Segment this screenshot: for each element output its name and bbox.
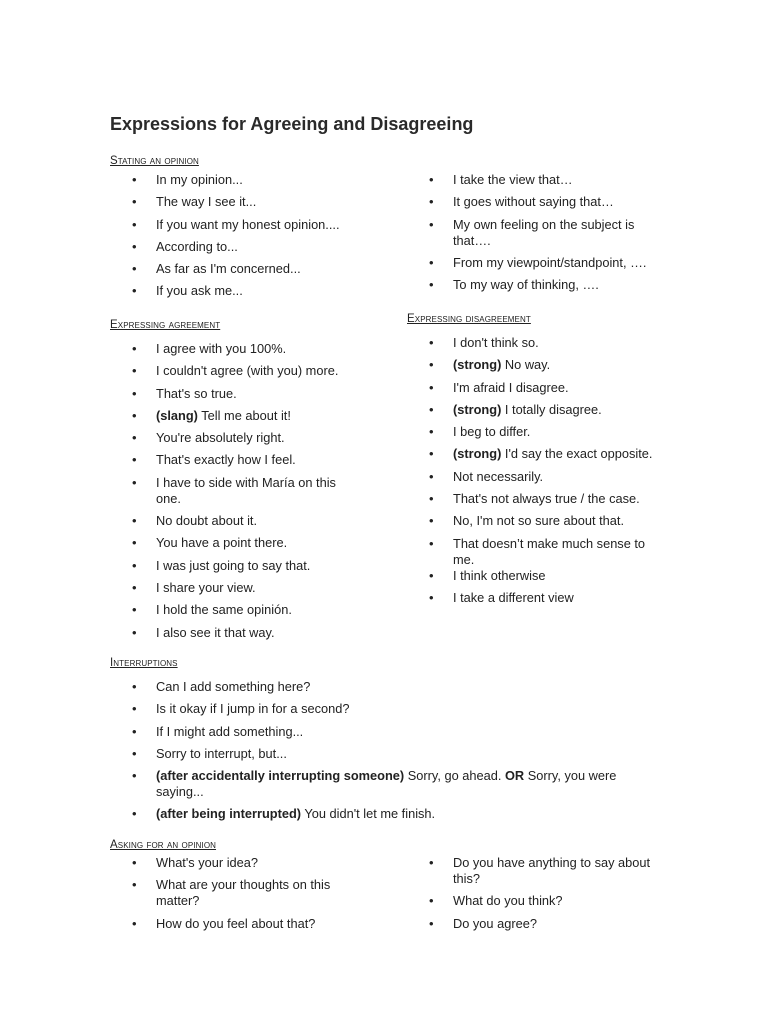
list-item: • (slang) Tell me about it! [110, 408, 350, 424]
list-item: • What's your idea? [110, 855, 360, 871]
list-item: • I agree with you 100%. [110, 341, 350, 357]
list-item: • I have to side with María on this one. [110, 475, 350, 507]
list-item: • (strong) I totally disagree. [407, 402, 662, 418]
list-item: • I beg to differ. [407, 424, 662, 440]
list-item: • As far as I'm concerned... [110, 261, 410, 277]
list-item: • That's so true. [110, 386, 350, 402]
list-item: • (strong) No way. [407, 357, 662, 373]
heading-asking-opinion: Asking for an opinion [110, 839, 217, 851]
list-item: • I hold the same opinión. [110, 602, 350, 618]
list-item: • What are your thoughts on this matter? [110, 877, 360, 909]
list-item: • From my viewpoint/standpoint, …. [407, 255, 657, 271]
list-item: • You're absolutely right. [110, 430, 350, 446]
list-item: • I'm afraid I disagree. [407, 380, 662, 396]
list-item: • Is it okay if I jump in for a second? [110, 701, 630, 717]
list-item: • How do you feel about that? [110, 916, 360, 932]
list-item: • To my way of thinking, …. [407, 277, 657, 293]
list-item: • I take the view that… [407, 172, 657, 188]
list-item: • If you ask me... [110, 283, 410, 299]
list-asking-col2 [407, 855, 662, 938]
list-item: • I share your view. [110, 580, 350, 596]
list-item: • If I might add something... [110, 724, 630, 740]
list-item: • That doesn’t make much sense to me. [407, 536, 662, 568]
heading-expressing-agreement: Expressing agreement [110, 319, 221, 331]
list-item: • I couldn't agree (with you) more. [110, 363, 350, 379]
list-agreement [110, 341, 350, 647]
list-item: • (after accidentally interrupting someone) Sorry, go ahead. OR Sorry, you were saying... [110, 768, 630, 800]
list-item: • No doubt about it. [110, 513, 350, 529]
list-item: • If you want my honest opinion.... [110, 217, 410, 233]
list-item: • In my opinion... [110, 172, 410, 188]
list-item: • I don't think so. [407, 335, 662, 351]
heading-stating-opinion: Stating an opinion [110, 155, 199, 167]
list-item: • (strong) I'd say the exact opposite. [407, 446, 662, 462]
list-item: • Do you agree? [407, 916, 662, 932]
list-disagreement [407, 335, 662, 613]
list-interruptions [110, 679, 630, 829]
list-asking-col1 [110, 855, 360, 938]
list-item: • (after being interrupted) You didn't let me finish. [110, 806, 630, 822]
list-stating-col1 [110, 172, 410, 306]
heading-expressing-disagreement: Expressing disagreement [407, 313, 531, 325]
heading-interruptions: Interruptions [110, 657, 178, 669]
list-item: • According to... [110, 239, 410, 255]
list-item: • I take a different view [407, 590, 662, 606]
list-item: • No, I'm not so sure about that. [407, 513, 662, 529]
list-item: • It goes without saying that… [407, 194, 657, 210]
list-item: • That's exactly how I feel. [110, 452, 350, 468]
list-item: • My own feeling on the subject is that…. [407, 217, 657, 249]
list-item: • Not necessarily. [407, 469, 662, 485]
list-item: • You have a point there. [110, 535, 350, 551]
list-item: • Sorry to interrupt, but... [110, 746, 630, 762]
list-item: • The way I see it... [110, 194, 410, 210]
list-item: • What do you think? [407, 893, 662, 909]
list-item: • Do you have anything to say about this? [407, 855, 662, 887]
list-item: • Can I add something here? [110, 679, 630, 695]
list-item: • I think otherwise [407, 568, 662, 584]
list-item: • That's not always true / the case. [407, 491, 662, 507]
list-item: • I also see it that way. [110, 625, 350, 641]
document-title: Expressions for Agreeing and Disagreeing [110, 114, 474, 134]
list-item: • I was just going to say that. [110, 558, 350, 574]
list-stating-col2 [407, 172, 657, 299]
